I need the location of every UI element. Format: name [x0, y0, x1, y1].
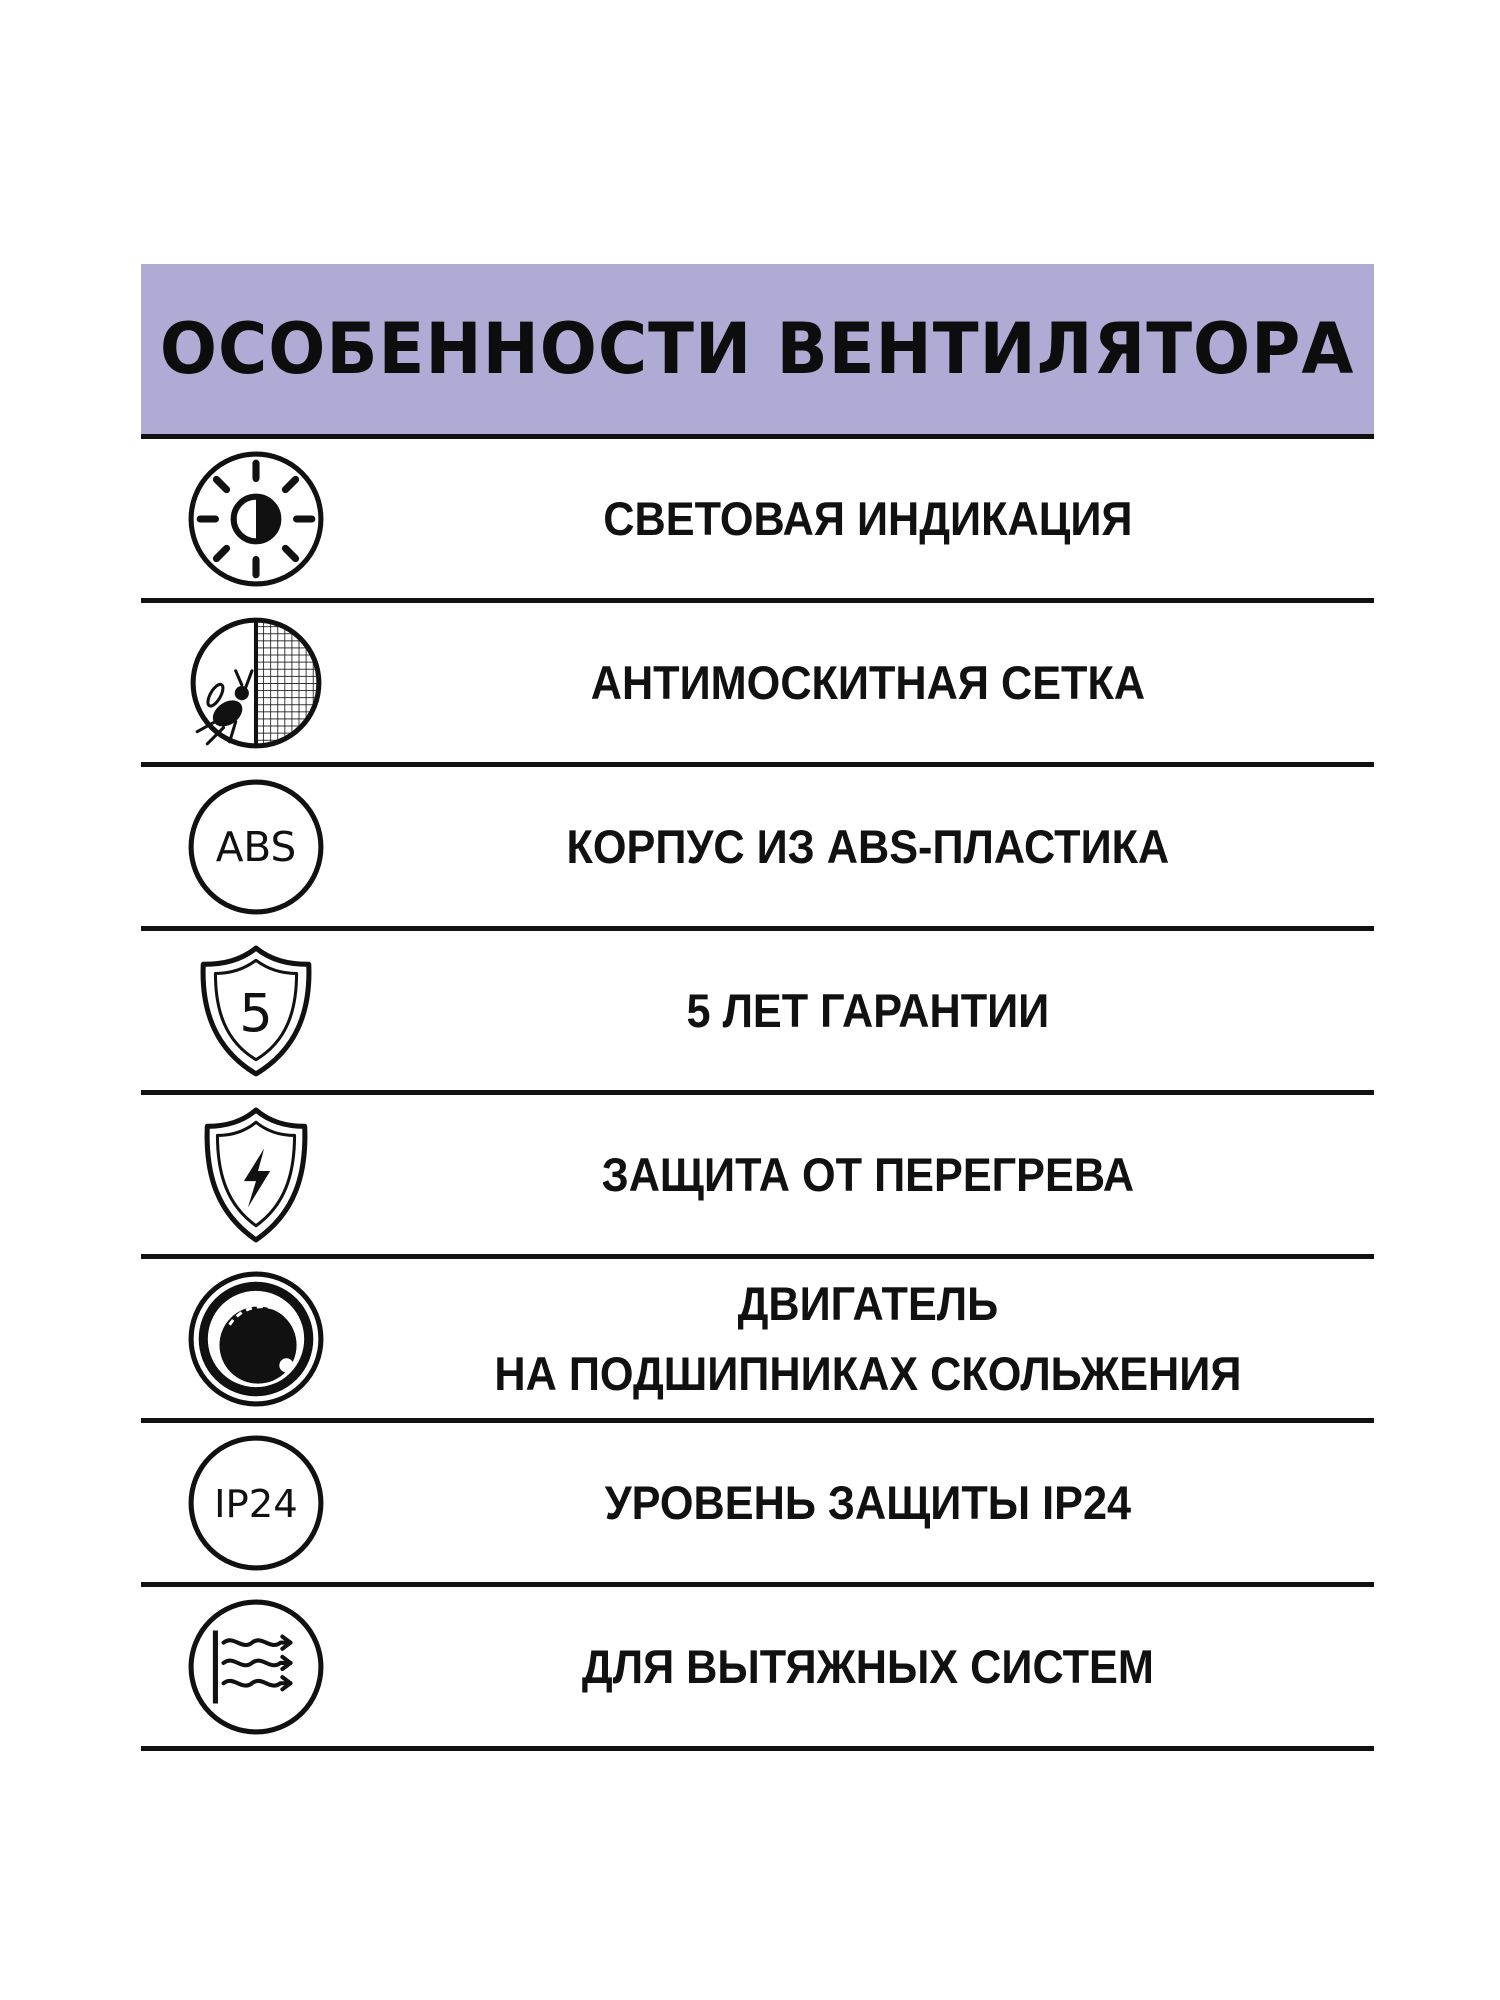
feature-label: КОРПУС ИЗ ABS-ПЛАСТИКА: [566, 819, 1170, 873]
feature-row: [141, 1587, 1374, 1751]
ip24-icon: [141, 1432, 371, 1574]
feature-label: АНТИМОСКИТНАЯ СЕТКА: [590, 655, 1146, 709]
overheat-shield-icon: [141, 1104, 371, 1246]
feature-row: [141, 1259, 1374, 1423]
feature-row: [141, 767, 1374, 931]
warranty-icon-text: 5: [239, 982, 273, 1044]
feature-label-line1: ДВИГАТЕЛЬ: [737, 1276, 999, 1330]
feature-row: [141, 931, 1374, 1095]
feature-label-line2: НА ПОДШИПНИКАХ СКОЛЬЖЕНИЯ: [494, 1346, 1242, 1400]
feature-label: 5 ЛЕТ ГАРАНТИИ: [686, 983, 1050, 1037]
abs-icon: [141, 776, 371, 918]
feature-label: [411, 1269, 1334, 1409]
feature-row: [141, 1095, 1374, 1259]
feature-label: ЗАЩИТА ОТ ПЕРЕГРЕВА: [601, 1147, 1135, 1201]
features-sheet: [141, 264, 1374, 1751]
light-indicator-icon: [141, 448, 371, 590]
page-title: ОСОБЕННОСТИ ВЕНТИЛЯТОРА: [160, 308, 1355, 390]
feature-label: УРОВЕНЬ ЗАЩИТЫ IP24: [604, 1475, 1132, 1529]
exhaust-airflow-icon: [141, 1596, 371, 1738]
feature-label: СВЕТОВАЯ ИНДИКАЦИЯ: [603, 491, 1133, 545]
bearing-motor-icon: [141, 1268, 371, 1410]
feature-label: ДЛЯ ВЫТЯЖНЫХ СИСТЕМ: [581, 1639, 1154, 1693]
abs-icon-text: ABS: [215, 822, 297, 871]
feature-row: [141, 1423, 1374, 1587]
header-banner: [141, 264, 1374, 439]
feature-row: [141, 603, 1374, 767]
warranty-shield-icon: [141, 940, 371, 1082]
feature-row: [141, 439, 1374, 603]
ip24-icon-text: IP24: [214, 1481, 298, 1527]
mosquito-net-icon: [141, 612, 371, 754]
